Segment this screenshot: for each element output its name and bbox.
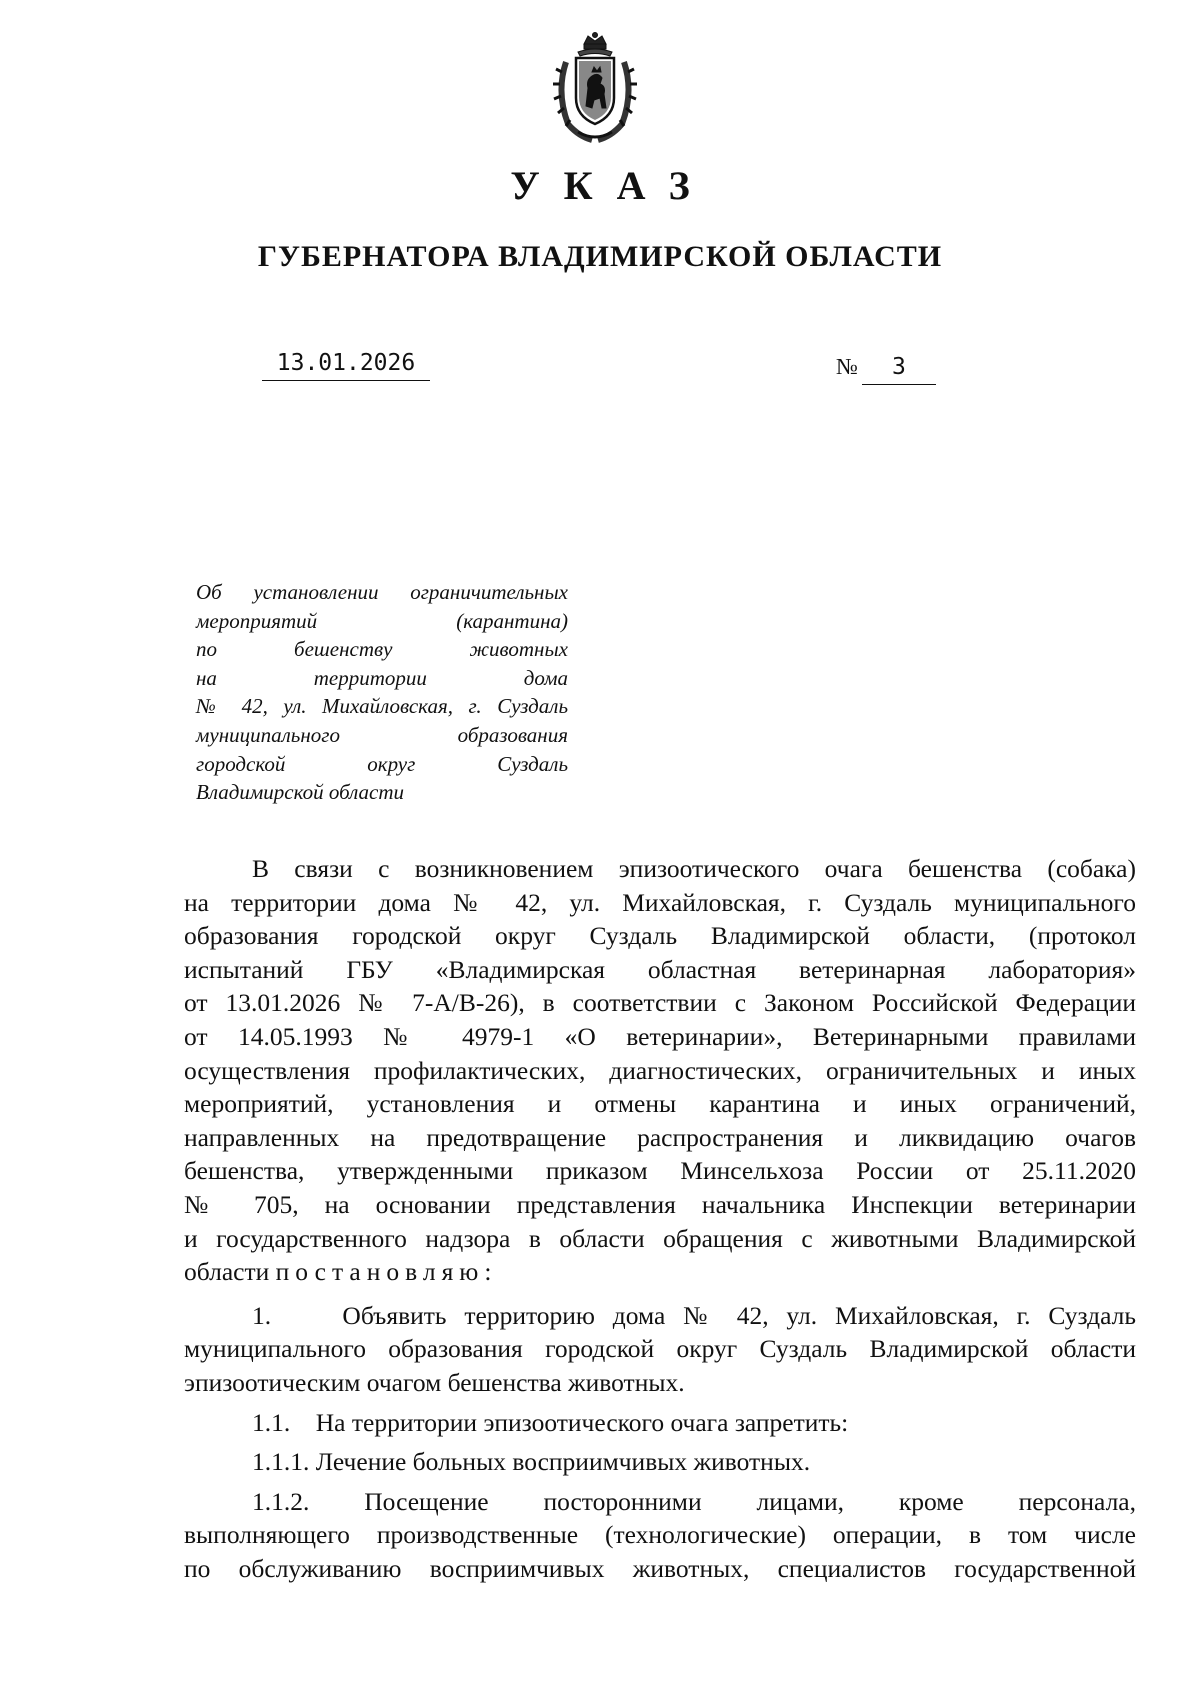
number-value: 3 xyxy=(862,354,936,385)
preamble-line: испытаний ГБУ «Владимирская областная ветеринарная лаборатория» xyxy=(184,954,1136,984)
item-1-line: эпизоотическим очагом бешенства животных. xyxy=(184,1367,685,1397)
number-sign: № xyxy=(836,354,858,379)
preamble-line: направленных на предотвращение распространения и ликвидацию очагов xyxy=(184,1122,1136,1152)
preamble-line: от 13.01.2026 № 7-А/В-26), в соответствии с Законом Российской Федерации xyxy=(184,988,1136,1018)
subject-line: мероприятий (карантина) xyxy=(196,608,568,633)
preamble-line: № 705, на основании представления начальника Инспекции ветеринарии xyxy=(184,1189,1136,1219)
item-1-paragraph xyxy=(184,1299,1136,1400)
subject-line: № 42, ул. Михайловская, г. Суздаль xyxy=(196,694,568,719)
subject-line: Владимирской области xyxy=(196,780,405,805)
preamble-line: образования городской округ Суздаль Владимирской области, (протокол xyxy=(184,921,1136,951)
preamble-end: области xyxy=(184,1257,270,1287)
item-1-1-1-paragraph xyxy=(184,1445,1136,1479)
subject-line: по бешенству животных xyxy=(196,637,568,662)
coat-of-arms-emblem xyxy=(548,32,642,144)
preamble-line: осуществления профилактических, диагностических, ограничительных и иных xyxy=(184,1055,1136,1085)
preamble-line: от 14.05.1993 № 4979-1 «О ветеринарии», Ветеринарными правилами xyxy=(184,1021,1136,1051)
document-subject xyxy=(196,578,568,807)
preamble-line: мероприятий, установления и отмены карантина и иных ограничений, xyxy=(184,1089,1136,1119)
item-1-1-2-line: 1.1.2. Посещение посторонними лицами, кроме персонала, xyxy=(252,1486,1136,1516)
document-body xyxy=(184,852,1136,1585)
document-subtitle: ГУБЕРНАТОРА ВЛАДИМИРСКОЙ ОБЛАСТИ xyxy=(257,240,943,273)
decree-word: постановляю: xyxy=(275,1257,498,1287)
preamble-line: бешенства, утвержденными приказом Минсельхоза России от 25.11.2020 xyxy=(184,1156,1136,1186)
preamble-line: и государственного надзора в области обращения с животными Владимирской xyxy=(184,1223,1136,1253)
item-1-line: муниципального образования городской округ Суздаль Владимирской области xyxy=(184,1334,1136,1364)
item-1-1-paragraph xyxy=(184,1406,1136,1440)
item-1-1-2-line: по обслуживанию восприимчивых животных, специалистов государственной xyxy=(184,1553,1136,1583)
document-date: 13.01.2026 xyxy=(262,350,430,381)
subject-line: городской округ Суздаль xyxy=(196,751,568,776)
item-1-1-2-paragraph xyxy=(184,1485,1136,1586)
preamble-line: на территории дома № 42, ул. Михайловская, г. Суздаль муниципального xyxy=(184,887,1136,917)
item-1-1-2-line: выполняющего производственные (технологические) операции, в том числе xyxy=(184,1520,1136,1550)
item-1-1-line: 1.1. На территории эпизоотического очага запретить: xyxy=(252,1407,849,1437)
preamble-line: В связи с возникновением эпизоотического очага бешенства (собака) xyxy=(252,854,1136,883)
preamble-paragraph xyxy=(184,852,1136,1289)
document-number xyxy=(836,354,936,385)
preamble-last-line xyxy=(184,1255,1136,1289)
subject-line: муниципального образования xyxy=(196,722,568,747)
item-1-1-1-line: 1.1.1. Лечение больных восприимчивых животных. xyxy=(252,1447,811,1477)
subject-line: на территории дома xyxy=(196,665,568,690)
document-title: УКАЗ xyxy=(510,163,714,208)
subject-line: Об установлении ограничительных xyxy=(196,580,568,604)
item-1-line: 1. Объявить территорию дома № 42, ул. Михайловская, г. Суздаль xyxy=(252,1300,1136,1330)
